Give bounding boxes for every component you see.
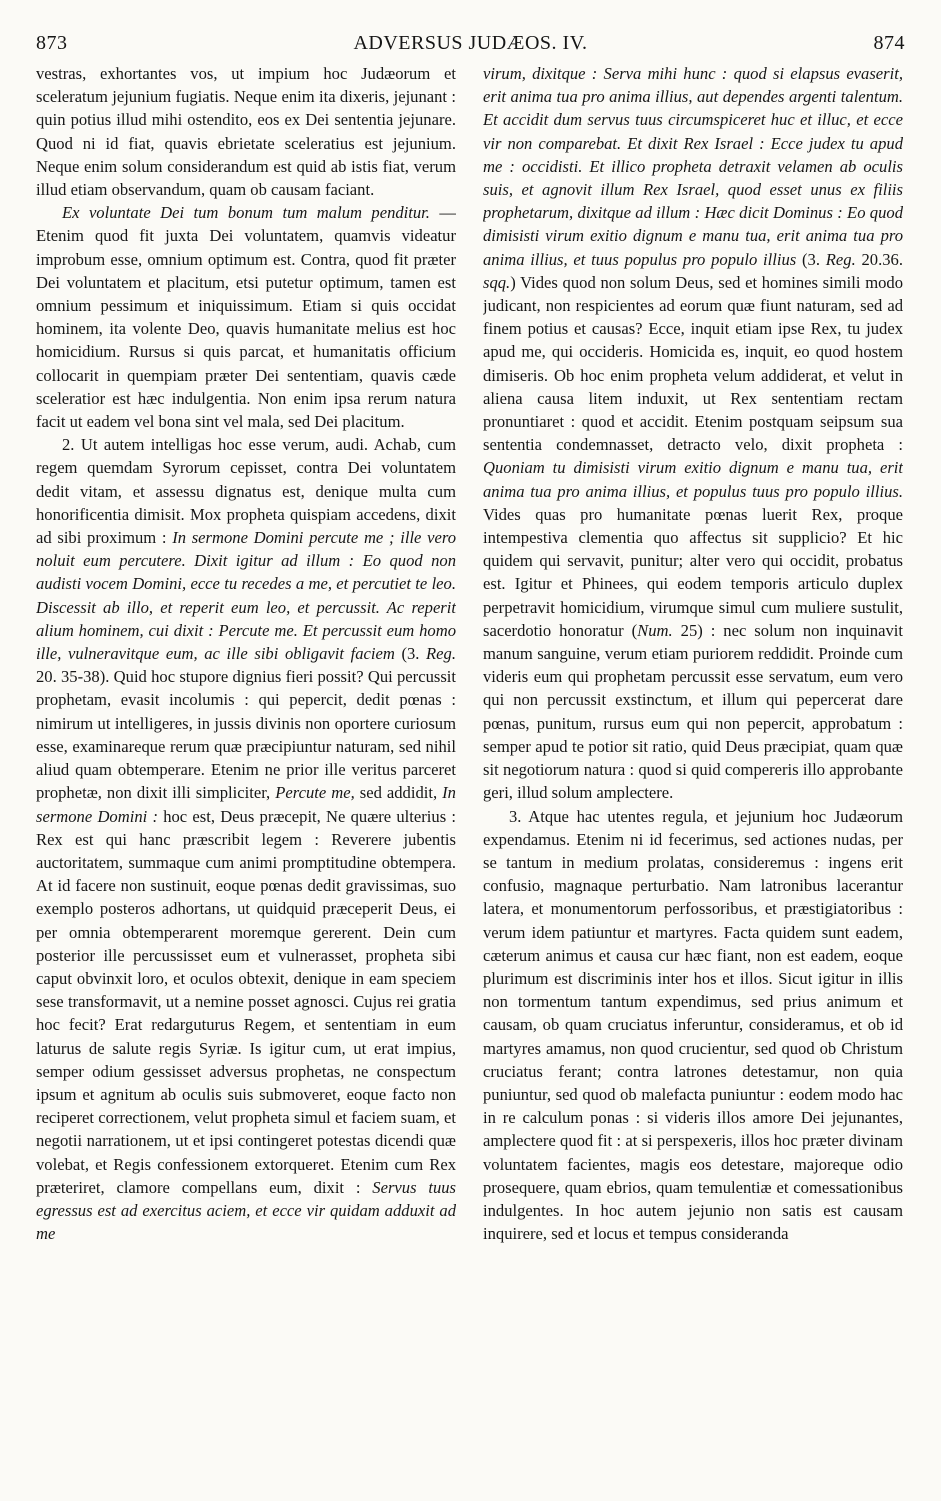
running-header [0, 22, 941, 56]
paragraph-text: — Etenim quod fit juxta Dei voluntatem, quamvis videatur improbum esse, omnium optimum est. Contra, quod fit præter Dei voluntatem et placitum, etsi putetur optimum, tamen est omnium pessimum et iniquissimum. Etiam si quis occidat hominem, ita volente Deo, quavis humanitate melius est hoc homicidium. Rursus si quis parcat, et humanitatis officium collocarit in quempiam præter Dei sententiam, quavis cæde sceleratior est hæc indulgentia. Non enim ipsa rerum natura facit ut eadem vel bona sint vel mala, sed Dei placitum. [36, 203, 456, 432]
paragraph-left-3 [36, 433, 456, 1245]
scripture-quote: Percute me, [275, 783, 355, 803]
citation-book: Num. [637, 620, 673, 640]
section-heading: Ex voluntate Dei tum bonum tum malum penditur. [62, 203, 430, 223]
scripture-quote: Servus tuus egressus est ad exercitus aciem, et ecce vir quidam adduxit ad me [36, 1177, 456, 1244]
citation-suffix: sqq. [483, 272, 511, 292]
citation-text: (3. [394, 644, 427, 664]
citation-text: (3. [796, 249, 826, 269]
running-title: ADVERSUS JUDÆOS. IV. [353, 32, 588, 54]
scripture-quote: In sermone Domini : [36, 783, 456, 826]
citation-text: 20.36. [855, 249, 903, 269]
scripture-quote: In sermone Domini percute me ; ille vero noluit eum percutere. Dixit igitur ad illum : Eo quod non audisti vocem Domini, ecce tu recedes a me, et percutiet te leo. Discessit ab illo, et reperit eum leo, et percussit. Ac reperit alium hominem, cui dixit : Percute me. Et percussit eum homo ille, vulneravitque eum, ac ille sibi obligavit faciem [36, 528, 456, 664]
scripture-quote: Quoniam tu dimisisti virum exitio dignum e manu tua, erit anima tua pro anima illius, et populus tuus pro populo illius. [483, 458, 903, 501]
paragraph-text: 20. 35-38). Quid hoc stupore dignius fieri possit? Qui percussit prophetam, evasit incolumis : qui pepercit, dedit pœnas : nimirum ut intelligeres, in jussis divinis non oportere curiosum esse, examinareque rerum quæ præcipiuntur naturam, sed nihil aliud quam obtemperare. Etenim ne prior ille veritus parceret prophetæ, non dixit illi simpliciter, [36, 667, 456, 803]
citation-book: Reg. [825, 249, 856, 269]
left-column [36, 62, 456, 1494]
scripture-quote: virum, dixitque : Serva mihi hunc : quod si elapsus evaserit, erit anima tua pro anima illius, aut dependes argenti talentum. Et accidit dum servus tuus circumspiceret huc et illuc, et ecce vir non comparebat. Et dixit Rex Israel : Ecce judex tu apud me : occidisti. Et illico propheta detraxit velamen ab oculis suis, et agnovit illum Rex Israel, quod esset unus ex filiis prophetarum, dixitque ad illum : Hæc dicit Dominus : Eo quod dimisisti virum exitio dignum e manu tua, erit anima tua pro anima illius, et tuus populus pro populo illius [483, 64, 903, 269]
paragraph-right-2: 3. Atque hac utentes regula, et jejunium hoc Judæorum expendamus. Etenim ni id fecerimus, sed actiones nudas, per se tantum in medium prolatas, consideremus : ingens erit confusio, magnaque perturbatio. Nam latronibus lacerantur latera, et monumentorum perfossoribus, et præstigiatoribus : verum idem patiuntur et martyres. Facta quidem sunt eadem, cæterum animus et causa cur hæc fiant, non est eadem, eoque plurimum est discriminis inter hos et illos. Sicut igitur in illis non tormentum tantum expendimus, sed prius animum et causam, ob quam cruciatus inferuntur, consideramus, et ob id martyres amamus, non quod crucientur, sed quod ob Christum cruciatus ferant; contra latrones detestamur, non quia puniuntur, sed quod ob malefacta puniuntur : eodem modo hac in re calculum ponas : si videris illos amore Dei jejunantes, amplectere quod fit : at si perspexeris, illos hoc præter divinam voluntatem facientes, magis eos detestare, majoreque odio prosequere, quam ebrios, quam temulentiæ et comessationibus indulgentes. In hoc autem jejunio non satis est causam inquirere, sed et locus et tempus consideranda [483, 806, 903, 1244]
paragraph-text: ) Vides quod non solum Deus, sed et homines simili modo judicant, non respicientes ad eorum quæ fiunt naturam, sed ad finem potius et causas? Ecce, inquit etiam ipse Rex, tu judex apud me, qui occideris. Homicida es, inquit, eo quod hostem dimiseris. Ob hoc enim propheta velum addiderat, et velut in aliena causa litem induxit, ut Rex sententiam rectam pronuntiaret : quod et accidit. Etenim postquam seipsum sua sententia condemnasset, detracto velo, dixit propheta : [483, 272, 903, 455]
paragraph-text: hoc est, Deus præcepit, Ne quære ulterius : Rex est qui hanc præscribit legem : Reverere jubentis auctoritatem, summaque cum animi promptitudine obtempera. At id facere non sustinuit, eoque pœnas dedit gravissimas, suo exemplo posteros adhortans, ut quidquid præceperit Deus, ei per omnia obtemperarent moremque gererent. Dein cum posterior ille percussisset eum et vulnerasset, propheta sibi caput obvinxit loro, et oculos obtexit, denique in eam speciem sese transformavit, ut a nemine posset agnosci. Cujus rei gratia hoc fecit? Erat redarguturus Regem, et sententiam in eum laturus de salute regis Syriæ. Is igitur cum, ut erat impius, semper odium gessisset adversus prophetas, ne conspectum ipsum et agnitum ab oculis suis submoveret, eoque facto non reciperet correctionem, velut propheta simul et faciem suam, et negotii narrationem, ut et ipsi contingeret potestas dicendi quæ volebat, et Regis confessionem extorqueret. Etenim cum Rex præteriret, clamore compellans eum, dixit : [36, 806, 456, 1197]
paragraph-text: 25) : nec solum non inquinavit manum sanguine, verum etiam puriorem reddidit. Proinde cum videris eum qui prophetam percussit esse servatum, eum vero qui non percussit exstinctum, et illum qui pepercerat dare pœnas, punitum, rursus eum qui non pepercit, approbatum : semper apud te potior sit ratio, quid Deus præcipiat, quam quæ sit negotiorum natura : quod si quid compereris illo approbante geri, illud solum amplectere. [483, 620, 903, 803]
paragraph-left-2 [36, 201, 456, 433]
paragraph-right-1 [483, 62, 903, 805]
page-number-right: 874 [873, 32, 905, 54]
right-column [483, 62, 903, 1494]
paragraph-text: Vides quas pro humanitate pœnas luerit Rex, proque intempestiva clementia quo affectus sit supplicio? Et hic quidem qui servavit, punitur; alter vero qui occidit, probatus est. Igitur et Phinees, qui eodem temporis articulo duplex perpetravit homicidium, virumque simul cum muliere sustulit, sacerdotio honoratur ( [483, 504, 903, 640]
paragraph-text: sed addidit, [354, 783, 443, 803]
citation-book: Reg. [426, 644, 456, 664]
paragraph-left-1: vestras, exhortantes vos, ut impium hoc Judæorum et sceleratum jejunium fugiatis. Neque enim ita dixeris, jejunant : quin potius illud mihi ostendito, eos ex Dei sententia jejunare. Quod ni id fiat, quavis ebrietate sceleratius est jejunium. Neque enim solum considerandum est quid ab istis fiat, verum illud etiam observandum, quam ob causam faciant. [36, 64, 456, 200]
page-number-left: 873 [36, 32, 68, 54]
paragraph-text: 2. Ut autem intelligas hoc esse verum, audi. Achab, cum regem quemdam Syrorum cepisset, contra Dei voluntatem dedit vitam, et assessu dignatus est, denique multa cum honorificentia dimisit. Mox propheta quispiam accedens, dixit ad sibi proximum : [36, 435, 456, 548]
